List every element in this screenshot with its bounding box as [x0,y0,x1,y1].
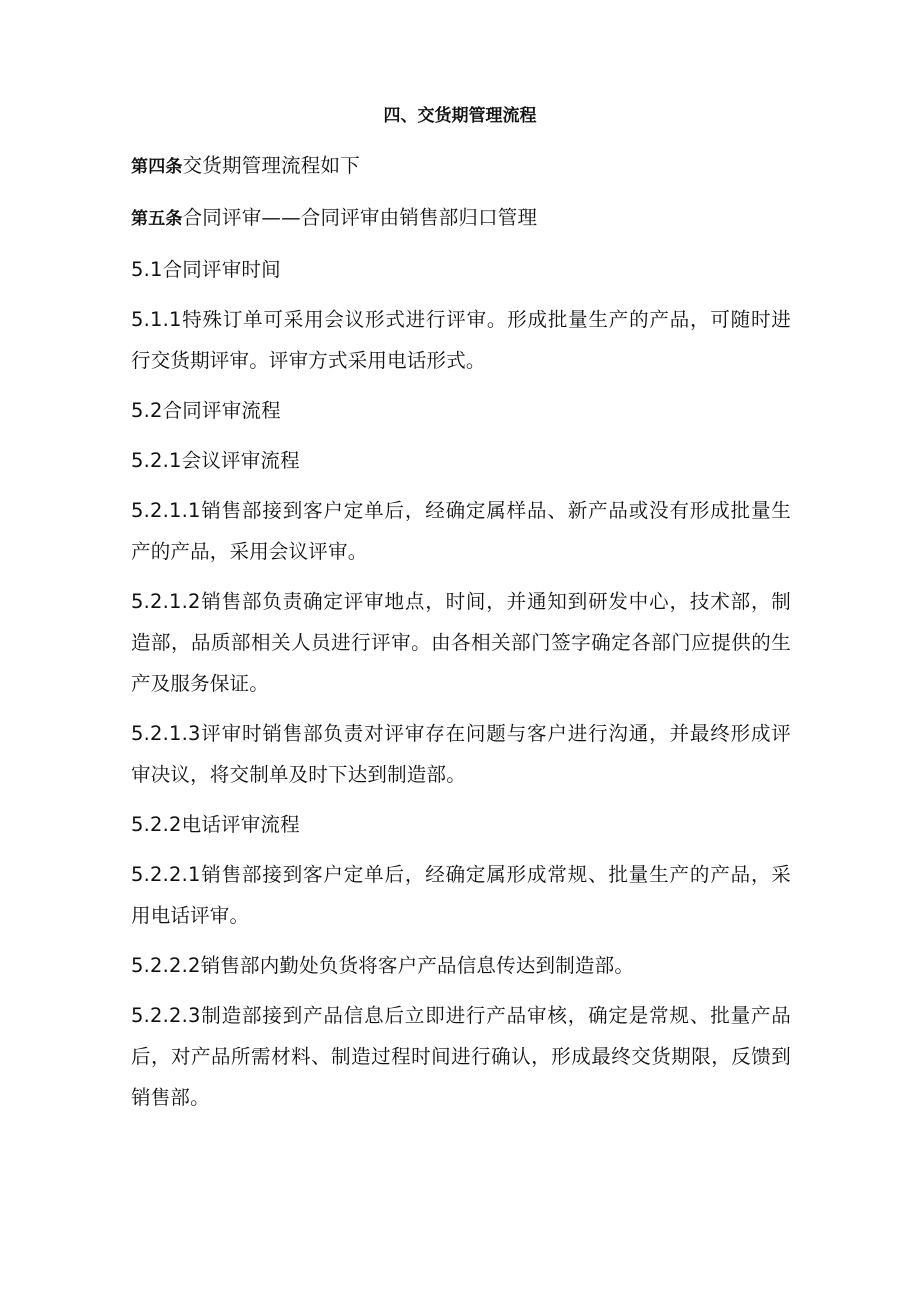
article-label: 第四条 [131,157,183,177]
paragraph-5-2-1-1: 5.2.1.1销售部接到客户定单后，经确定属样品、新产品或没有形成批量生产的产品，采用会议评审。 [131,499,791,563]
paragraph-5-2-1-3: 5.2.1.3评审时销售部负责对评审存在问题与客户进行沟通，并最终形成评审决议，将交制单及时下达到制造部。 [131,722,791,786]
paragraph-article-5 [131,197,791,240]
paragraph-text: 合同评审——合同评审由销售部归口管理 [182,206,538,229]
paragraph-5-1-1: 5.1.1特殊订单可采用会议形式进行评审。形成批量生产的产品，可随时进行交货期评审。评审方式采用电话形式。 [131,308,791,372]
paragraph-5-1: 5.1合同评审时间 [131,258,281,281]
paragraph-5-2-1: 5.2.1会议评审流程 [131,449,300,472]
paragraph-text: 交货期管理流程如下 [182,154,360,177]
paragraph-5-2: 5.2合同评审流程 [131,399,281,422]
paragraph-5-2-2-2: 5.2.2.2销售部内勤处负货将客户产品信息传达到制造部。 [131,954,635,977]
paragraph-5-2-2-3: 5.2.2.3制造部接到产品信息后立即进行产品审核，确定是常规、批量产品后，对产品所需材料、制造过程时间进行确认，形成最终交货期限，反馈到销售部。 [131,1004,791,1109]
paragraph-5-2-2: 5.2.2电话评审流程 [131,813,300,836]
paragraph-article-4 [131,145,791,188]
paragraph-5-2-1-2: 5.2.1.2销售部负责确定评审地点，时间，并通知到研发中心，技术部，制造部，品质部相关人员进行评审。由各相关部门签字确定各部门应提供的生产及服务保证。 [131,590,791,695]
document-body [131,145,791,1127]
section-title: 四、交货期管理流程 [383,106,537,126]
paragraph-5-2-2-1: 5.2.2.1销售部接到客户定单后，经确定属形成常规、批量生产的产品，采用电话评审。 [131,863,791,927]
article-label: 第五条 [131,209,183,229]
